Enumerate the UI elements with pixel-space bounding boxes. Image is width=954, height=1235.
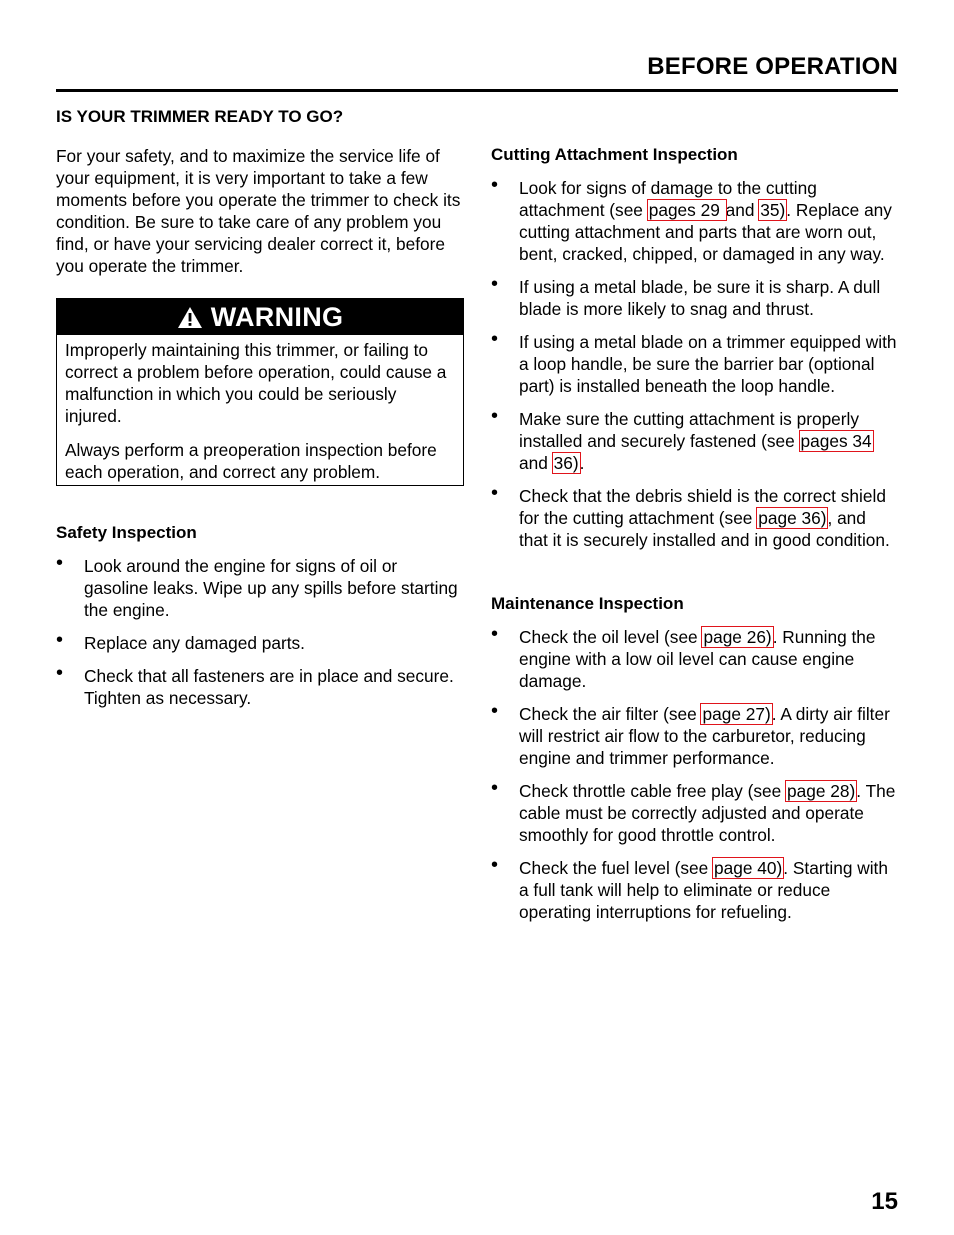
section-title: BEFORE OPERATION (647, 53, 898, 80)
maintenance-list (491, 623, 898, 923)
page-link[interactable]: page 26) (703, 627, 772, 647)
safety-inspection-heading: Safety Inspection (56, 523, 197, 542)
bullet-icon: • (56, 552, 64, 574)
bullet-icon: • (56, 629, 64, 651)
page-link[interactable]: page 28) (787, 781, 856, 801)
bullet-icon: • (491, 482, 499, 504)
bullet-icon: • (491, 405, 499, 427)
warning-header (57, 299, 463, 335)
cutting-inspection-heading: Cutting Attachment Inspection (491, 145, 738, 164)
bullet-icon: • (491, 777, 499, 799)
cutting-list (491, 174, 898, 551)
right-column (491, 144, 898, 934)
safety-list (56, 552, 464, 709)
warning-triangle-icon (177, 306, 203, 329)
list-item: • Check the oil level (see page 26). Running the engine with a low oil level can cause engine damage. (491, 623, 876, 691)
bullet-icon: • (491, 174, 499, 196)
list-item: • Check the air filter (see page 27). A dirty air filter will restrict air flow to the carburetor, reducing engine and trimmer performance. (491, 700, 890, 768)
page-link[interactable]: pages 29 (648, 200, 725, 220)
trimmer-ready-heading: IS YOUR TRIMMER READY TO GO? (56, 107, 344, 126)
page-link[interactable]: page 40) (714, 858, 783, 878)
list-item: • Check throttle cable free play (see page 28). The cable must be correctly adjusted and operate smoothly for good throttle control. (491, 777, 896, 845)
bullet-icon: • (491, 273, 499, 295)
bullet-icon: • (491, 854, 499, 876)
page-number: 15 (871, 1188, 898, 1215)
warning-box (56, 298, 464, 486)
intro-paragraph: For your safety, and to maximize the service life of your equipment, it is very important to take a few moments before you operate the trimmer to check its condition. Be sure to take care of any problem you find, or have your servicing dealer correct it, before you operate the trimmer. (56, 146, 461, 276)
warning-body (57, 335, 463, 485)
list-item: • Check that the debris shield is the correct shield for the cutting attachment (see page 36), and that it is securely installed and in good condition. (491, 482, 890, 550)
bullet-icon: • (491, 700, 499, 722)
left-column (56, 106, 464, 720)
list-item: • Check the fuel level (see page 40). Starting with a full tank will help to eliminate or reduce operating interruptions for refueling. (491, 854, 888, 922)
list-item: • Replace any damaged parts. (56, 629, 305, 653)
list-item: • If using a metal blade, be sure it is sharp. A dull blade is more likely to snag and thrust. (491, 273, 881, 319)
warning-label: WARNING (210, 302, 344, 332)
list-item: • Make sure the cutting attachment is properly installed and securely fastened (see pages 34 and 36). (491, 405, 872, 473)
maintenance-inspection-heading: Maintenance Inspection (491, 594, 684, 613)
page-link[interactable]: page 27) (702, 704, 771, 724)
list-item: • Check that all fasteners are in place and secure. Tighten as necessary. (56, 662, 454, 708)
page-link[interactable]: page 36) (758, 508, 827, 528)
header-rule (56, 89, 898, 92)
list-item: • If using a metal blade on a trimmer equipped with a loop handle, be sure the barrier bar (optional part) is installed beneath the loop handle. (491, 328, 897, 396)
page-link[interactable]: 35) (760, 200, 786, 220)
bullet-icon: • (56, 662, 64, 684)
list-item: • Look around the engine for signs of oil or gasoline leaks. Wipe up any spills before starting the engine. (56, 552, 458, 620)
warning-text-1: Improperly maintaining this trimmer, or failing to correct a problem before operation, could cause a malfunction in which you could be seriously injured. (65, 340, 447, 426)
list-item: • Look for signs of damage to the cutting attachment (see pages 29 and 35). Replace any cutting attachment and parts that are worn out, bent, cracked, chipped, or damaged in any way. (491, 174, 892, 264)
bullet-icon: • (491, 623, 499, 645)
warning-text-2: Always perform a preoperation inspection before each operation, and correct any problem. (65, 440, 437, 482)
page-link[interactable]: 36) (553, 453, 579, 473)
page-link[interactable]: pages 34 (800, 431, 872, 451)
bullet-icon: • (491, 328, 499, 350)
